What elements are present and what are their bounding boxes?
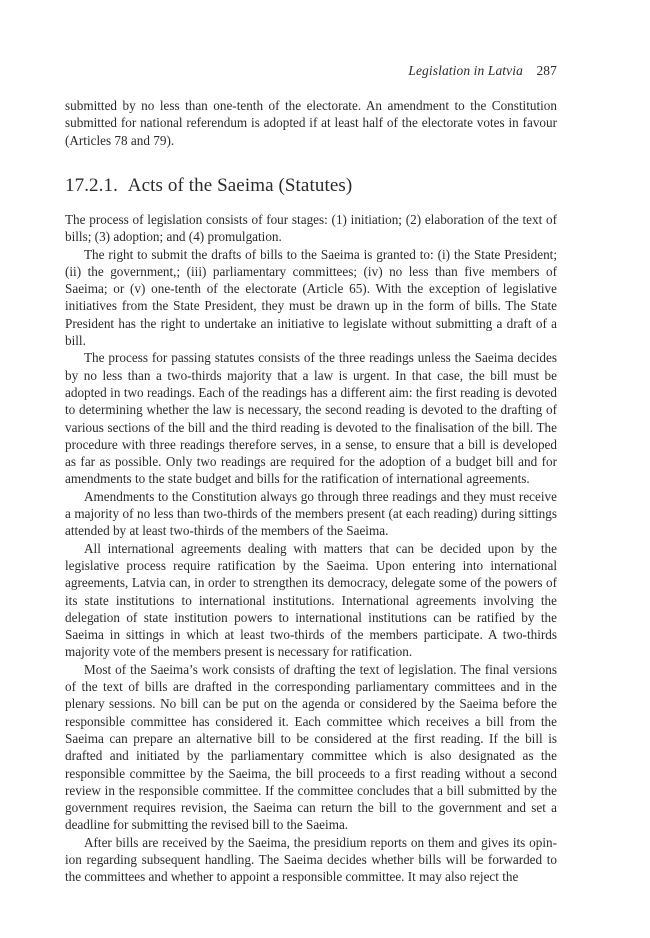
paragraph-right-to-submit: The right to submit the drafts of bills to the Saeima is granted to: (i) the State President; (ii) the government,; (iii) parliamentary committees; (iv) no less than five members of Saeima; or (v) one-tenth of the electorate (Article 65). With the exception of legislative initiatives from the State President, they must be drawn up in the form of bills. The State President has the right to undertake an initiative to legislate without submitting a draft of a bill. — [65, 246, 557, 349]
paragraph-constitution-amendments: Amendments to the Constitution always go through three readings and they must receive a majority of no less than two-thirds of the members present (at each reading) during sittings attended by at least two-thirds of the members of the Saeima. — [65, 488, 557, 539]
section-body — [65, 211, 557, 886]
running-head-title: Legislation in Latvia — [408, 63, 523, 78]
intro-text — [65, 97, 557, 149]
paragraph-stages: The process of legislation consists of four stages: (1) initiation; (2) elaboration of the text of bills; (3) adoption; and (4) promulgation. — [65, 212, 557, 245]
section-number: 17.2.1. — [65, 175, 118, 196]
paragraph-presidium: After bills are received by the Saeima, the presidium reports on them and gives its opin-ion regarding subsequent handling. The Saeima decides whether bills will be forwarded to the committees and whether to appoint a responsible committee. It may also reject the — [65, 834, 557, 885]
section-title: Acts of the Saeima (Statutes) — [127, 175, 353, 196]
paragraph-international-agreements: All international agreements dealing with matters that can be decided upon by the legislative process require ratification by the Saeima. Upon entering into international agreements, Latvia can, in order to strengthen its democracy, delegate some of the powers of its state institutions to international institutions. International agreements involving the delegation of state institution powers to international institutions can be ratified by the Saeima in sittings in which at least two-thirds of the members participate. A two-thirds majority vote of the members present is necessary for ratification. — [65, 540, 557, 660]
running-head — [408, 63, 557, 79]
paragraph-drafting: Most of the Saeima’s work consists of drafting the text of legislation. The final versions of the text of bills are drafted in the corresponding parliamentary committees and in the plenary sessions. No bill can be put on the agenda or considered by the Saeima before the responsible committee has considered it. Each committee which receives a bill from the Saeima can prepare an alternative bill to be considered at the first reading. If the bill is drafted and initiated by the parliamentary committee which is also designated as the responsible committee by the Saeima, the bill proceeds to a first reading without a second review in the responsible committee. If the committee concludes that a bill submitted by the government requires revision, the Saeima can return the bill to the government and set a deadline for submitting the revised bill to the Saeima. — [65, 661, 557, 833]
paragraph-readings: The process for passing statutes consists of the three readings unless the Saeima decides by no less than a two-thirds majority that a law is urgent. In that case, the bill must be adopted in two readings. Each of the readings has a different aim: the first reading is devoted to determining whether the law is necessary, the second reading is devoted to the drafting of various sections of the bill and the third reading is devoted to the finalisation of the bill. The procedure with three readings therefore serves, in a sense, to ensure that a bill is developed as far as possible. Only two readings are required for the adoption of a budget bill and for amendments to the state budget and bills for the ratification of international agreements. — [65, 350, 557, 487]
page-number: 287 — [536, 63, 557, 78]
paragraph-continued: submitted by no less than one-tenth of the electorate. An amendment to the Constitution submitted for national referendum is adopted if at least half of the electorate votes in favour (Articles 78 and 79). — [65, 98, 557, 148]
section-heading — [65, 175, 352, 197]
